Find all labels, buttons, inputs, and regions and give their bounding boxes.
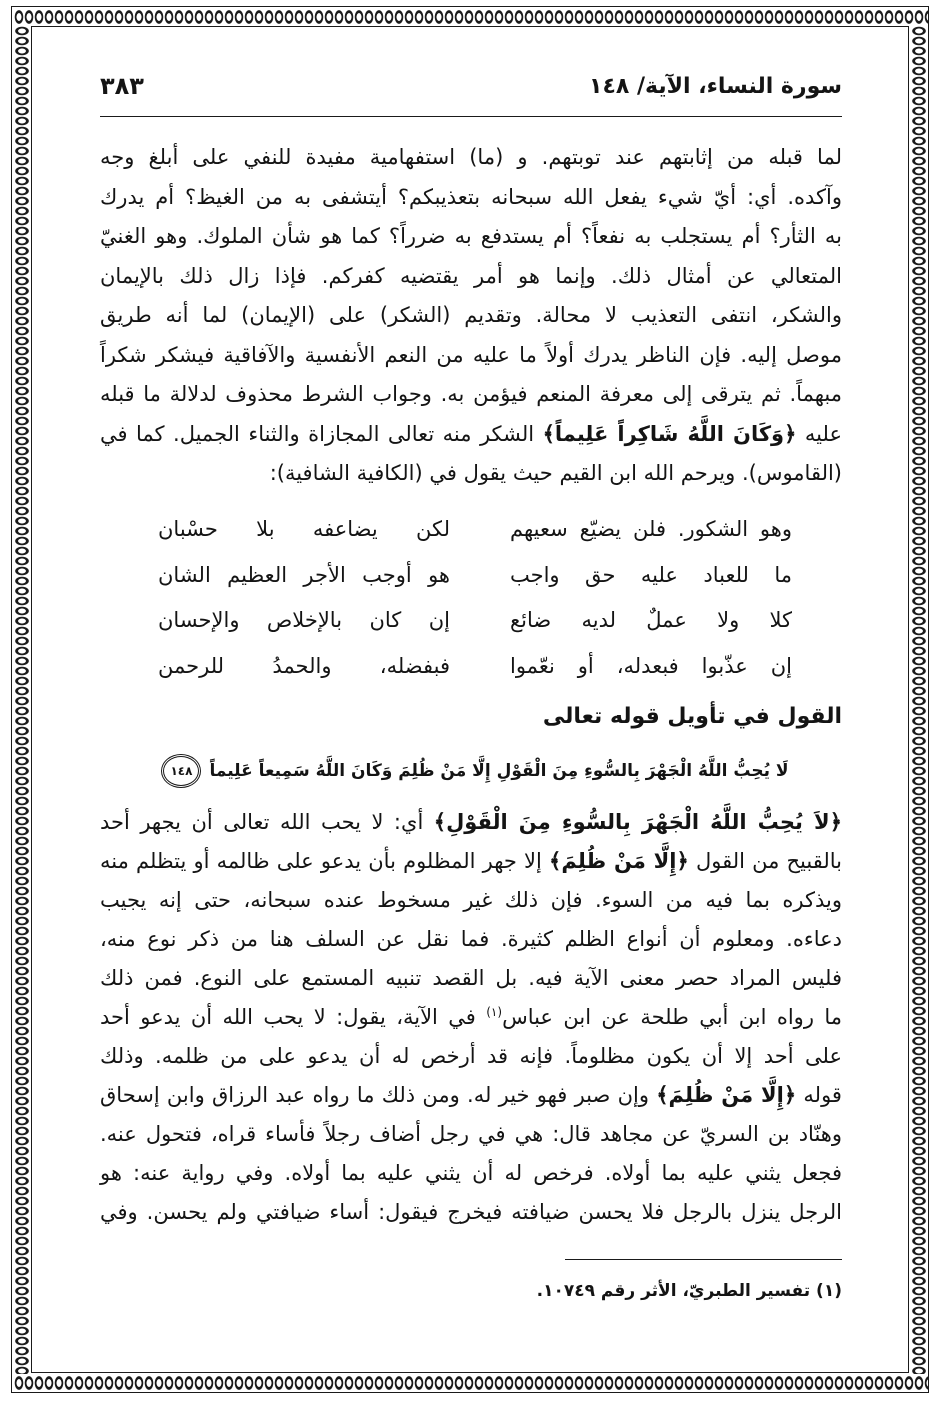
text-line — [100, 842, 842, 881]
footnote-rule — [565, 1259, 842, 1260]
page-border-chain-bottom — [14, 1375, 928, 1391]
poem-second-hemistich: هو أوجب الأجر العظيم الشان — [158, 562, 450, 587]
poem-first-hemistich: وهو الشكور. فلن يضيّع سعيهم — [510, 517, 792, 541]
line-text: وإن صبر فهو خير له. ومن ذلك ما رواه عبد الرزاق وابن إسحاق — [100, 1083, 649, 1107]
poem-first-hemistich: إن عذّبوا فبعدله، أو نعّموا — [510, 654, 792, 679]
quran-verse — [150, 750, 800, 792]
text-line — [100, 138, 842, 178]
text-line — [100, 1154, 842, 1193]
text-line — [100, 454, 842, 494]
text-line — [100, 415, 842, 455]
line-text: قوله — [803, 1083, 842, 1107]
text-line — [100, 1193, 842, 1232]
text-line — [100, 178, 842, 218]
line-text: وهنّاد بن السريّ عن مجاهد قال: هي في رجل أضاف رجلاً فأساء قراه، فتحول عنه. — [100, 1122, 842, 1146]
line-text: فليس المراد حصر معنى الآية فيه. بل القصد تنبيه المستمع على النوع. فمن ذلك — [100, 966, 842, 990]
section-heading: القول في تأويل قوله تعالى — [542, 704, 842, 729]
poem-verse — [158, 507, 792, 553]
poem-verse — [158, 553, 792, 599]
line-text: فجعل يثني عليه بما أولاه. فرخص له أن يثني عليه بما أولاه. وفي رواية عنه: هو — [100, 1161, 842, 1185]
line-text: عليه — [804, 421, 842, 446]
line-text: لما قبله من إثابتهم عند توبتهم. و (ما) استفهامية مفيدة للنفي على أبلغ وجه — [100, 145, 842, 169]
footnote-reference: (١) — [486, 1005, 503, 1019]
line-text: ويذكره بما فيه من السوء. فإن ذلك غير مسخوط عنده سبحانه، حتى إنه يجيب — [100, 888, 842, 912]
text-line — [100, 336, 842, 376]
line-text: الرجل ينزل بالرجل فلا يحسن ضيافته فيخرج فيقول: أساء ضيافتي ولم يحسن. وفي — [100, 1200, 842, 1224]
line-text: وآكده. أي: أيّ شيء يفعل الله سبحانه بتعذيبكم؟ أيتشفى به من الغيظ؟ أم يدرك — [100, 184, 842, 209]
line-text: بالقبيح من القول — [695, 849, 842, 873]
page-number: ٣٨٣ — [100, 72, 144, 100]
page-border-chain-right — [911, 26, 927, 1374]
quran-quote: ﴿لاَ يُحِبُّ اللَّهُ الْجَهْرَ بِالسُّوءِ مِنَ الْقَوْلِ﴾ — [433, 810, 842, 834]
line-text: في الآية، يقول: لا يحب الله أن يدعو أحد — [100, 1005, 476, 1029]
poem — [158, 507, 792, 690]
line-text: والشكر، انتفى التعذيب لا محالة. وتقديم (الشكر) على (الإيمان) لما أنه طريق — [100, 303, 842, 327]
poem-verse — [158, 598, 792, 644]
quran-quote: ﴿وَكَانَ اللَّهُ شَاكِراً عَلِيماً﴾ — [542, 421, 797, 446]
commentary-block-2 — [100, 803, 842, 1232]
footnote: (١) تفسير الطبريّ، الأثر رقم ١٠٧٤٩. — [536, 1281, 842, 1301]
line-text: إلا جهر المظلوم بأن يدعو على ظالمه أو يتظلم منه — [100, 849, 542, 873]
line-text: ما رواه ابن أبي طلحة عن ابن عباس — [502, 1005, 842, 1029]
running-title: سورة النساء، الآية/ ١٤٨ — [589, 74, 842, 99]
line-text: على أحد إلا أن يكون مظلوماً. فإنه قد أرخص له أن يدعو على من ظلمه. وذلك — [100, 1044, 842, 1068]
line-text: الشكر منه تعالى المجازاة والثناء الجميل. كما في — [100, 421, 535, 446]
text-line — [100, 998, 842, 1037]
line-text: دعاءه. ومعلوم أن أنواع الظلم كثيرة. فما نقل عن السلف هنا من ذكر نوع منه، — [100, 927, 842, 951]
commentary-block-1 — [100, 138, 842, 494]
verse-number-ornament: ١٤٨ — [161, 754, 201, 788]
text-line — [100, 257, 842, 297]
text-line — [100, 1037, 842, 1076]
quran-verse-text: لَا يُحِبُّ اللَّهُ الْجَهْرَ بِالسُّوءِ مِنَ الْقَوْلِ إِلَّا مَنْ ظُلِمَ وَكَانَ اللَّهُ سَمِيعاً عَلِيماً — [209, 761, 789, 781]
poem-first-hemistich: ما للعباد عليه حق واجب — [510, 562, 792, 587]
line-text: المتعالي عن أمثال ذلك. وإنما هو أمر يقتضيه كفركم. فإذا زال ذلك بالإيمان — [100, 263, 842, 288]
header-rule — [100, 116, 842, 117]
line-text: به الثأر؟ أم يستجلب به نفعاً؟ أم يستدفع به ضرراً؟ كما هو شأن الملوك. وهو الغنيّ — [100, 224, 842, 248]
quran-quote: ﴿إِلَّا مَنْ ظُلِمَ﴾ — [656, 1083, 797, 1107]
line-text: مبهماً. ثم يترقى إلى معرفة المنعم فيؤمن به. وجواب الشرط محذوف لدلالة ما قبله — [100, 382, 842, 406]
line-text: (القاموس). ويرحم الله ابن القيم حيث يقول في (الكافية الشافية): — [269, 461, 842, 485]
text-line — [100, 920, 842, 959]
poem-second-hemistich: لكن يضاعفه بلا حسْبان — [158, 517, 450, 541]
page-border-chain-top — [14, 9, 928, 25]
text-line — [100, 1076, 842, 1115]
text-line — [100, 1115, 842, 1154]
text-line — [100, 959, 842, 998]
text-line — [100, 881, 842, 920]
text-line — [100, 296, 842, 336]
poem-verse — [158, 644, 792, 690]
text-line — [100, 803, 842, 842]
poem-first-hemistich: كلا ولا عملٌ لديه ضائع — [510, 608, 792, 633]
line-text: موصل إليه. فإن الناظر يدرك أولاً ما عليه من النعم الأنفسية والآفاقية فيشكر شكراً — [100, 342, 842, 367]
poem-second-hemistich: فبفضله، والحمدُ للرحمن — [158, 654, 450, 679]
page-border-chain-left — [14, 26, 30, 1374]
text-line — [100, 375, 842, 415]
line-text: أي: لا يحب الله تعالى أن يجهر أحد — [100, 810, 424, 834]
quran-quote: ﴿إِلَّا مَنْ ظُلِمَ﴾ — [549, 849, 689, 873]
poem-second-hemistich: إن كان بالإخلاص والإحسان — [158, 608, 450, 633]
text-line — [100, 217, 842, 257]
